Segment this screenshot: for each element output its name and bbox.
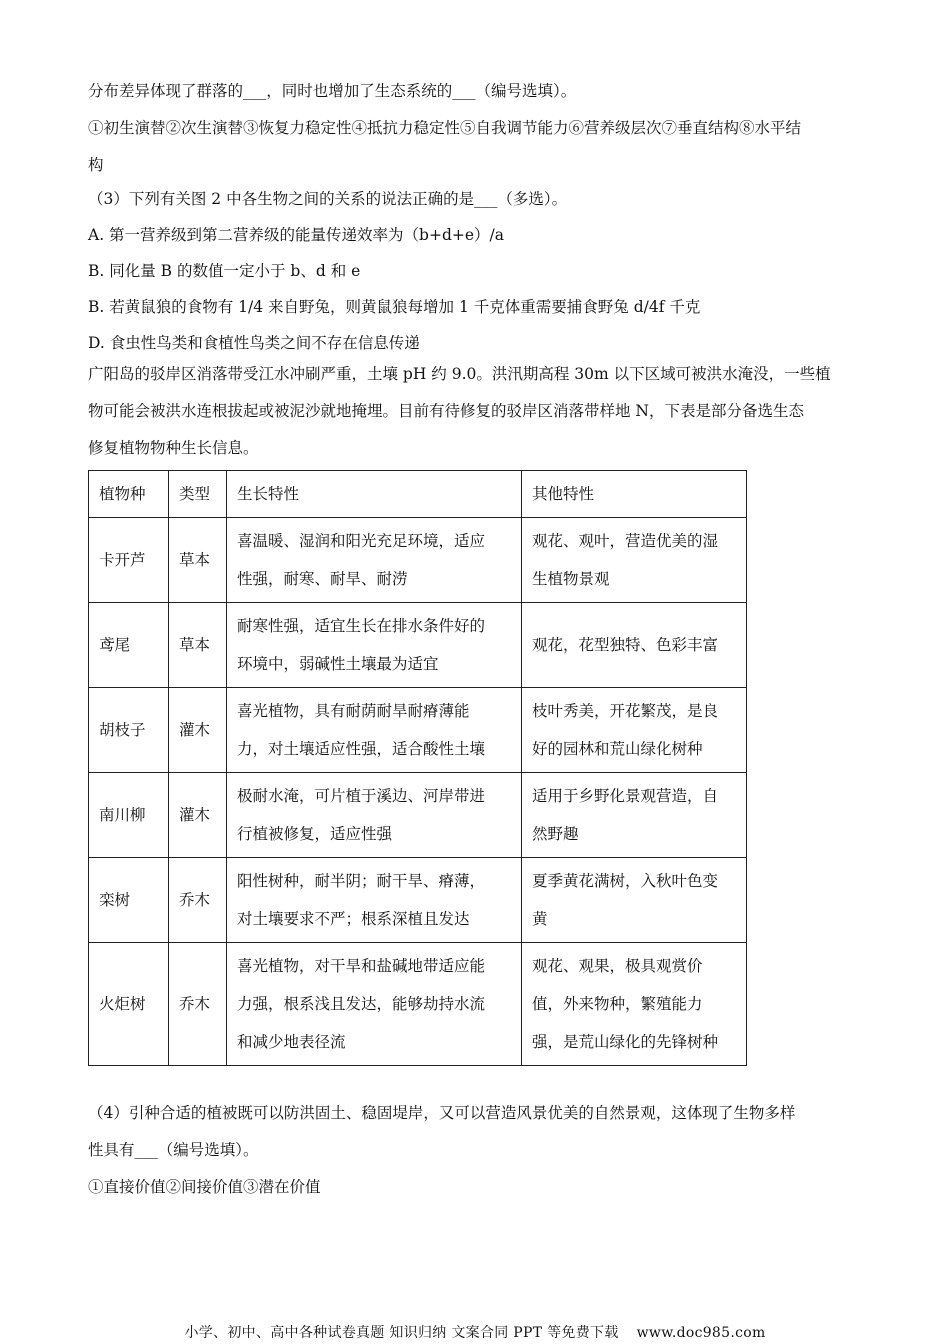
growth-cell: 极耐水淹，可片植于溪边、河岸带进 行植被修复，适应性强 xyxy=(227,773,522,858)
footer-text: 小学、初中、高中各种试卷真题 知识归纳 文案合同 PPT 等免费下载 xyxy=(184,1325,619,1341)
intro-line: 物可能会被洪水连根拔起或被泥沙就地掩埋。目前有待修复的驳岸区消落带样地 N，下表是部分备选生态 xyxy=(88,402,804,420)
growth-cell: 喜光植物，具有耐荫耐旱耐瘠薄能 力，对土壤适应性强，适合酸性土壤 xyxy=(227,688,522,773)
header-growth: 生长特性 xyxy=(227,471,522,518)
species-cell: 南川柳 xyxy=(89,773,169,858)
table-row xyxy=(89,688,747,773)
other-cell: 夏季黄花满树，入秋叶色变 黄 xyxy=(522,858,747,943)
footer-url[interactable]: www.doc985.com xyxy=(636,1325,766,1341)
page-footer xyxy=(0,1322,950,1342)
question-3 xyxy=(88,181,868,361)
type-cell: 乔木 xyxy=(169,858,227,943)
growth-cell: 喜光植物，对干旱和盐碱地带适应能 力强，根系浅且发达，能够劫持水流 和减少地表径流 xyxy=(227,943,522,1066)
species-cell: 胡枝子 xyxy=(89,688,169,773)
growth-cell: 耐寒性强，适宜生长在排水条件好的 环境中，弱碱性土壤最为适宜 xyxy=(227,603,522,688)
q3-option-a: A. 第一营养级到第二营养级的能量传递效率为（b+d+e）/a xyxy=(88,226,505,244)
table-row xyxy=(89,518,747,603)
table-row xyxy=(89,603,747,688)
header-species: 植物种 xyxy=(89,471,169,518)
q3-stem: （3）下列有关图 2 中各生物之间的关系的说法正确的是___（多选）。 xyxy=(88,190,568,208)
q2-line: 分布差异体现了群落的___，同时也增加了生态系统的___（编号选填）。 xyxy=(88,82,577,100)
type-cell: 草本 xyxy=(169,603,227,688)
header-type: 类型 xyxy=(169,471,227,518)
intro-line: 广阳岛的驳岸区消落带受江水冲刷严重，土壤 pH 约 9.0。洪汛期高程 30m 以下区域可被洪水淹没，一些植 xyxy=(88,365,831,383)
q3-option-d: D. 食虫性鸟类和食植性鸟类之间不存在信息传递 xyxy=(88,334,420,352)
species-cell: 卡开芦 xyxy=(89,518,169,603)
q4-options: ①直接价值②间接价值③潜在价值 xyxy=(88,1178,321,1196)
other-cell: 观花、观叶，营造优美的湿 生植物景观 xyxy=(522,518,747,603)
question-4 xyxy=(88,1095,868,1206)
species-cell: 鸢尾 xyxy=(89,603,169,688)
intro-line: 修复植物物种生长信息。 xyxy=(88,439,259,457)
type-cell: 灌木 xyxy=(169,688,227,773)
other-cell: 观花，花型独特、色彩丰富 xyxy=(522,603,747,688)
other-cell: 枝叶秀美，开花繁茂，是良 好的园林和荒山绿化树种 xyxy=(522,688,747,773)
other-cell: 适用于乡野化景观营造，自 然野趣 xyxy=(522,773,747,858)
q2-options-line: 构 xyxy=(88,156,104,174)
growth-cell: 阳性树种，耐半阴；耐干旱、瘠薄， 对土壤要求不严；根系深植且发达 xyxy=(227,858,522,943)
species-cell: 火炬树 xyxy=(89,943,169,1066)
table-header-row xyxy=(89,471,747,518)
question-2-continued xyxy=(88,73,868,184)
type-cell: 乔木 xyxy=(169,943,227,1066)
plant-table xyxy=(88,470,747,1066)
type-cell: 灌木 xyxy=(169,773,227,858)
q4-line: 性具有___（编号选填）。 xyxy=(88,1141,259,1159)
header-other: 其他特性 xyxy=(522,471,747,518)
intro-paragraph xyxy=(88,356,868,467)
q3-option-b: B. 同化量 B 的数值一定小于 b、d 和 e xyxy=(88,262,361,280)
table-row xyxy=(89,943,747,1066)
species-cell: 栾树 xyxy=(89,858,169,943)
type-cell: 草本 xyxy=(169,518,227,603)
other-cell: 观花、观果，极具观赏价 值，外来物种，繁殖能力 强，是荒山绿化的先锋树种 xyxy=(522,943,747,1066)
q4-line: （4）引种合适的植被既可以防洪固土、稳固堤岸，又可以营造风景优美的自然景观，这体现了生物多样 xyxy=(88,1104,796,1122)
growth-cell: 喜温暖、湿润和阳光充足环境，适应 性强，耐寒、耐旱、耐涝 xyxy=(227,518,522,603)
table-row xyxy=(89,858,747,943)
q2-options-line: ①初生演替②次生演替③恢复力稳定性④抵抗力稳定性⑤自我调节能力⑥营养级层次⑦垂直结构⑧水平结 xyxy=(88,119,802,137)
q3-option-c: B. 若黄鼠狼的食物有 1/4 来自野兔，则黄鼠狼每增加 1 千克体重需要捕食野兔 d/4f 千克 xyxy=(88,298,701,316)
table-row xyxy=(89,773,747,858)
